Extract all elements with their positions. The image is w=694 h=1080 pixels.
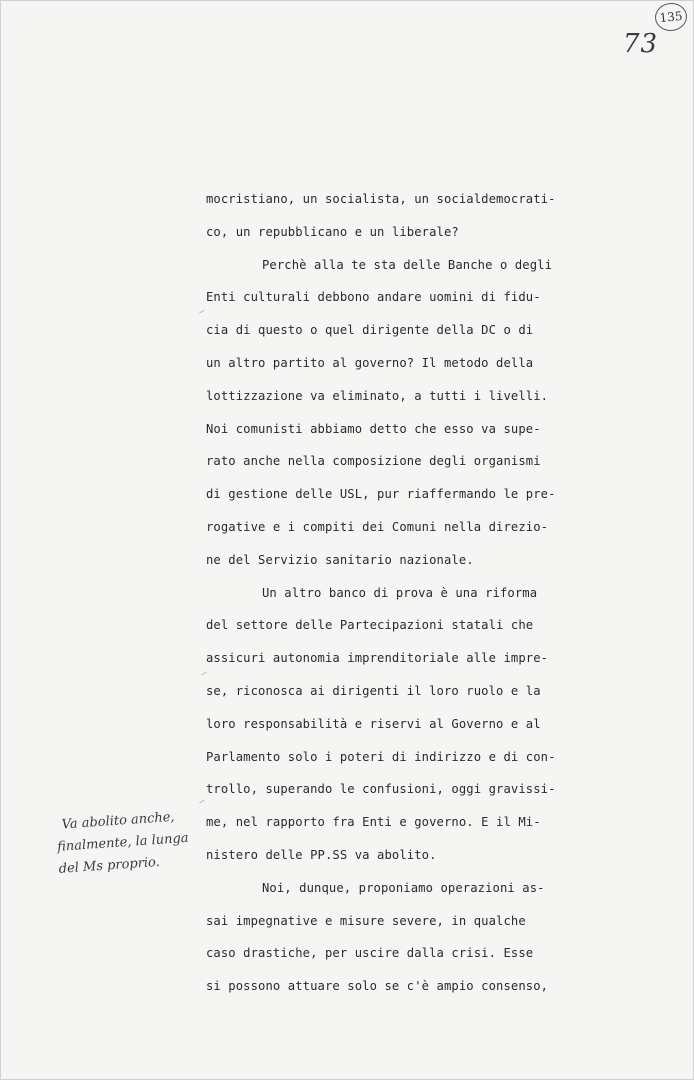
text-line: rato anche nella composizione degli organismi (206, 454, 541, 469)
text-line: Parlamento solo i poteri di indirizzo e di con- (206, 749, 556, 764)
archive-stamp: 135 (654, 1, 689, 32)
text-line: Noi, dunque, proponiamo operazioni as- (262, 880, 545, 895)
text-line: nistero delle PP.SS va abolito. (206, 847, 437, 862)
margin-note-line: finalmente, la lunga (56, 830, 190, 855)
text-line: me, nel rapporto fra Enti e governo. E il Mi- (206, 815, 541, 830)
text-line: mocristiano, un socialista, un socialdemocrati- (206, 192, 556, 206)
typed-body-text (206, 183, 566, 1003)
text-line: co, un repubblicano e un liberale? (206, 224, 459, 239)
margin-note-line: Va abolito anche, (61, 809, 176, 833)
text-line: loro responsabilità e riservi al Governo e al (206, 716, 541, 731)
margin-tick-mark (199, 310, 205, 314)
text-line: Enti culturali debbono andare uomini di fidu- (206, 290, 541, 305)
text-line: un altro partito al governo? Il metodo della (206, 355, 534, 370)
text-line: di gestione delle USL, pur riaffermando le pre- (206, 487, 556, 502)
text-line: sai impegnative e misure severe, in qualche (206, 913, 526, 928)
margin-tick-mark (199, 800, 205, 804)
text-line: Noi comunisti abbiamo detto che esso va supe- (206, 421, 541, 436)
text-line: si possono attuare solo se c'è ampio consenso, (206, 979, 549, 994)
text-line: Perchè alla te sta delle Banche o degli (262, 257, 553, 272)
handwritten-margin-note (55, 805, 209, 881)
margin-note-line: del Ms proprio. (58, 854, 161, 877)
text-line: rogative e i compiti dei Comuni nella direzio- (206, 519, 549, 534)
text-line: se, riconosca ai dirigenti il loro ruolo e la (206, 683, 541, 698)
text-line: ne del Servizio sanitario nazionale. (206, 552, 474, 567)
text-line: caso drastiche, per uscire dalla crisi. Esse (206, 946, 534, 961)
text-line: lottizzazione va eliminato, a tutti i livelli. (206, 388, 549, 403)
text-line: trollo, superando le confusioni, oggi gravissi- (206, 782, 556, 797)
page-number: 73 (623, 29, 659, 59)
text-line: assicuri autonomia imprenditoriale alle impre- (206, 651, 549, 666)
text-line: del settore delle Partecipazioni statali che (206, 618, 534, 633)
text-line: Un altro banco di prova è una riforma (262, 585, 538, 600)
text-line: cia di questo o quel dirigente della DC o di (206, 323, 534, 338)
